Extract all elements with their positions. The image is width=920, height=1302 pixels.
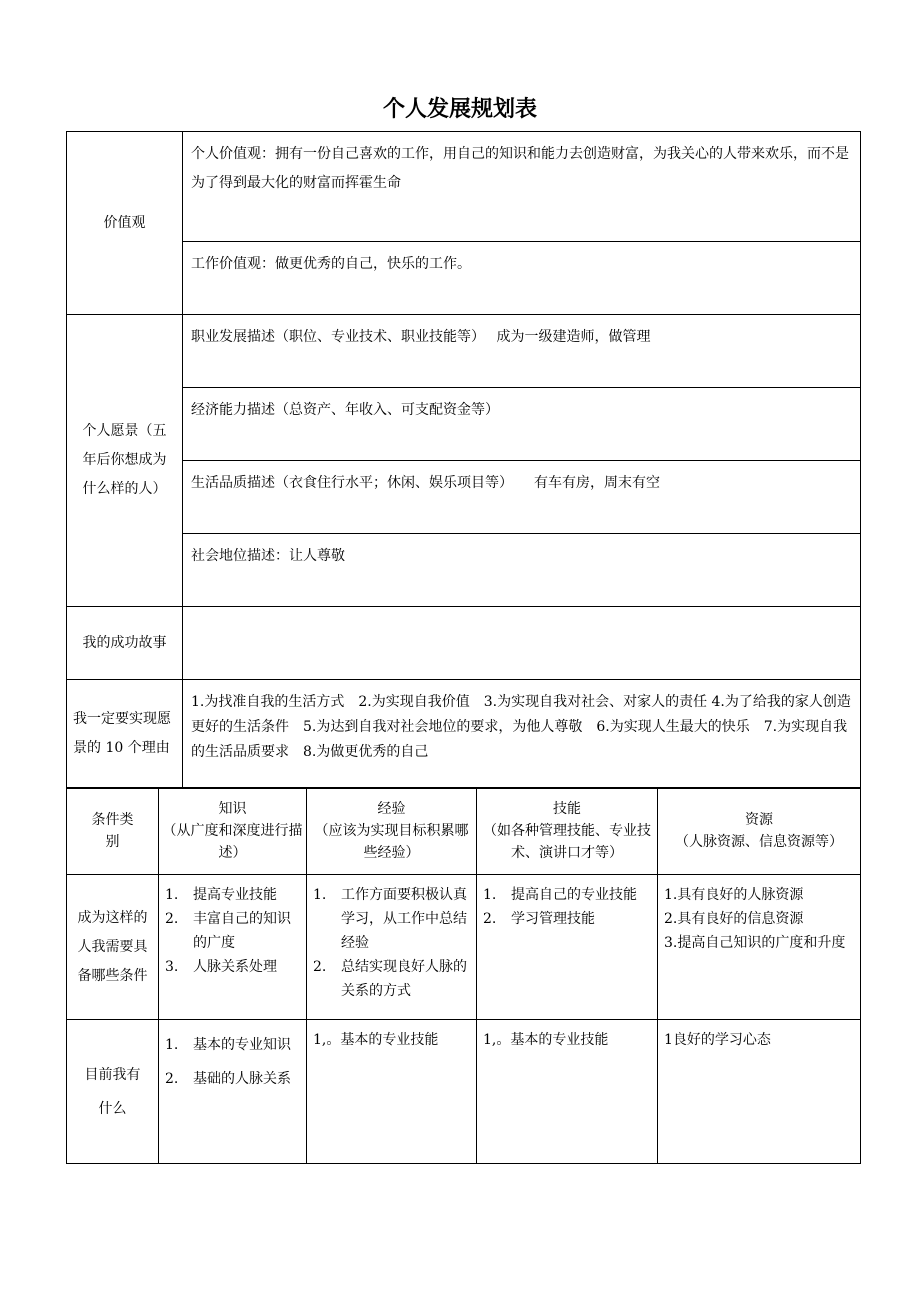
list-text: 人脉关系处理 — [193, 959, 277, 975]
list-text: 工作方面要积极认真学习，从工作中总结经验 — [341, 887, 467, 951]
list-item: 1.具有良好的人脉资源 — [664, 887, 804, 903]
list-item — [165, 907, 300, 955]
list-item: 3.提高自己知识的广度和升度 — [664, 935, 846, 951]
list-item — [483, 907, 651, 931]
list-text: 基础的人脉关系 — [193, 1071, 291, 1087]
header-desc: （人脉资源、信息资源等） — [675, 834, 843, 850]
header-skills — [477, 788, 658, 875]
page-title: 个人发展规划表 — [382, 97, 537, 122]
list-marker: 1. — [313, 887, 327, 903]
need-resources — [658, 875, 861, 1020]
list-marker: 3. — [165, 959, 179, 975]
list-marker: 2. — [313, 959, 327, 975]
need-knowledge — [159, 875, 307, 1020]
header-experience — [307, 788, 477, 875]
list-marker: 1. — [165, 1037, 179, 1053]
plan-table-top — [66, 131, 861, 789]
need-experience — [307, 875, 477, 1020]
economic-description: 经济能力描述（总资产、年收入、可支配资金等） — [183, 388, 861, 461]
reasons-label: 我一定要实现愿景的 10 个理由 — [67, 680, 183, 789]
header-desc: （应该为实现目标积累哪些经验） — [314, 823, 469, 861]
list-item — [313, 955, 470, 1003]
header-knowledge — [159, 788, 307, 875]
header-name: 资源 — [745, 812, 773, 828]
have-label: 目前我有什么 — [67, 1020, 159, 1164]
success-story-content — [183, 607, 861, 680]
list-item — [313, 883, 470, 955]
success-story-label: 我的成功故事 — [67, 607, 183, 680]
list-marker: 1. — [483, 887, 497, 903]
list-marker: 2. — [483, 911, 497, 927]
work-values: 工作价值观：做更优秀的自己，快乐的工作。 — [183, 242, 861, 315]
list-item — [483, 883, 651, 907]
list-text: 丰富自己的知识的广度 — [193, 911, 291, 951]
list-text: 学习管理技能 — [511, 911, 595, 927]
have-skills: 1,。基本的专业技能 — [477, 1020, 658, 1164]
conditions-table — [66, 787, 861, 1164]
header-resources — [658, 788, 861, 875]
values-label: 价值观 — [67, 132, 183, 315]
reasons-content: 1.为找准自我的生活方式 2.为实现自我价值 3.为实现自我对社会、对家人的责任 4.为了给我的家人创造更好的生活条件 5.为达到自我对社会地位的要求，为他人尊敬 6.为实现人生最大的快乐 7.为实现自我的生活品质要求 8.为做更优秀的自己 — [183, 680, 861, 789]
have-resources: 1良好的学习心态 — [658, 1020, 861, 1164]
list-item — [165, 1062, 300, 1096]
list-marker: 2. — [165, 1071, 179, 1087]
have-knowledge — [159, 1020, 307, 1164]
header-desc: （从广度和深度进行描述） — [162, 823, 303, 861]
header-name: 知识 — [218, 801, 247, 817]
list-marker: 1. — [165, 887, 179, 903]
list-item — [165, 955, 300, 979]
list-text: 基本的专业知识 — [193, 1037, 291, 1053]
list-item: 2.具有良好的信息资源 — [664, 911, 804, 927]
have-experience: 1,。基本的专业技能 — [307, 1020, 477, 1164]
need-label: 成为这样的人我需要具备哪些条件 — [67, 875, 159, 1020]
list-text: 提高自己的专业技能 — [511, 887, 637, 903]
life-quality-description: 生活品质描述（衣食住行水平；休闲、娱乐项目等） 有车有房，周末有空 — [183, 461, 861, 534]
need-skills — [477, 875, 658, 1020]
vision-label: 个人愿景（五年后你想成为什么样的人） — [67, 315, 183, 607]
header-name: 经验 — [377, 801, 406, 817]
header-desc: （如各种管理技能、专业技术、演讲口才等） — [483, 823, 651, 861]
personal-values: 个人价值观：拥有一份自己喜欢的工作，用自己的知识和能力去创造财富，为我关心的人带来欢乐，而不是为了得到最大化的财富而挥霍生命 — [183, 132, 861, 242]
header-name: 技能 — [553, 801, 581, 817]
list-text: 总结实现良好人脉的关系的方式 — [341, 959, 467, 999]
list-item — [165, 883, 300, 907]
career-description: 职业发展描述（职位、专业技术、职业技能等） 成为一级建造师，做管理 — [183, 315, 861, 388]
list-item — [165, 1028, 300, 1062]
social-status-description: 社会地位描述：让人尊敬 — [183, 534, 861, 607]
list-marker: 2. — [165, 911, 179, 927]
list-text: 提高专业技能 — [193, 887, 277, 903]
category-corner: 条件类别 — [67, 788, 159, 875]
